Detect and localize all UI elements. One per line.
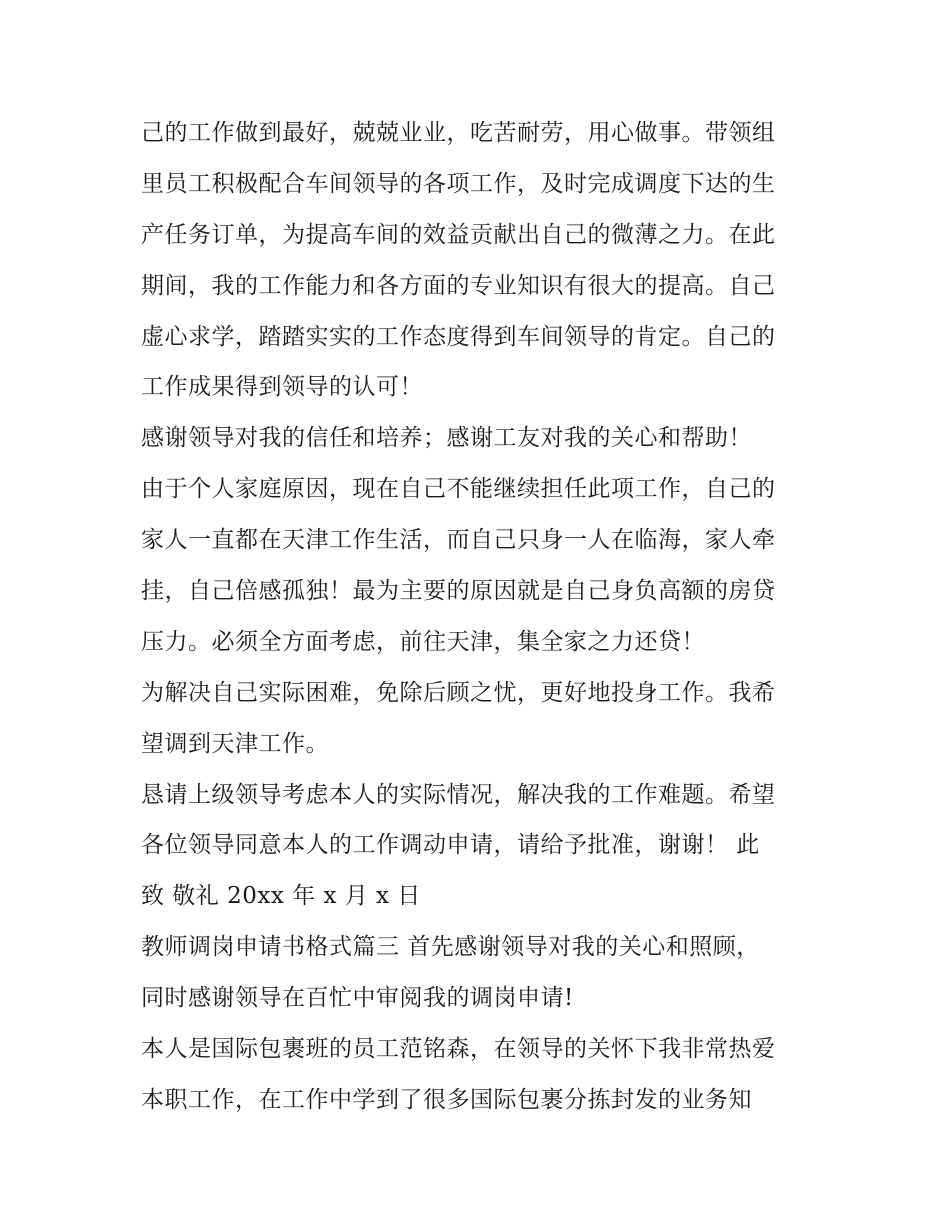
text-line: 为解决自己实际困难，免除后顾之忧，更好地投身工作。我希 <box>141 679 776 706</box>
text-line: 教师调岗申请书格式篇三 首先感谢领导对我的关心和照顾， <box>141 934 760 961</box>
text-line: 望调到天津工作。 <box>141 730 329 757</box>
text-line: 同时感谢领导在百忙中审阅我的调岗申请! <box>141 985 574 1012</box>
text-line: 工作成果得到领导的认可！ <box>141 374 423 401</box>
text-line: 里员工积极配合车间领导的各项工作，及时完成调度下达的生 <box>141 170 776 197</box>
text-line: 致 敬礼 20xx 年 x 月 x 日 <box>141 883 421 910</box>
text-line: 本人是国际包裹班的员工范铭森，在领导的关怀下我非常热爱 <box>141 1036 776 1063</box>
text-line: 压力。必须全方面考虑，前往天津，集全家之力还贷！ <box>141 628 705 655</box>
text-line: 各位领导同意本人的工作调动申请，请给予批准，谢谢！ 此 <box>141 832 760 859</box>
body-text <box>141 108 821 1126</box>
text-line: 感谢领导对我的信任和培养；感谢工友对我的关心和帮助！ <box>141 425 752 452</box>
text-line: 产任务订单，为提高车间的效益贡献出自己的微薄之力。在此 <box>141 221 776 248</box>
text-line: 家人一直都在天津工作生活，而自己只身一人在临海，家人牵 <box>141 527 776 554</box>
text-line: 期间，我的工作能力和各方面的专业知识有很大的提高。自己 <box>141 272 776 299</box>
text-line: 己的工作做到最好，兢兢业业，吃苦耐劳，用心做事。带领组 <box>141 120 776 146</box>
text-line: 由于个人家庭原因，现在自己不能继续担任此项工作，自己的 <box>141 476 776 503</box>
text-line: 恳请上级领导考虑本人的实际情况，解决我的工作难题。希望 <box>141 781 776 808</box>
text-line: 挂，自己倍感孤独！最为主要的原因就是自己身负高额的房贷 <box>141 578 776 605</box>
text-line: 虚心求学，踏踏实实的工作态度得到车间领导的肯定。自己的 <box>141 323 776 350</box>
text-line: 本职工作，在工作中学到了很多国际包裹分拣封发的业务知 <box>141 1086 752 1113</box>
